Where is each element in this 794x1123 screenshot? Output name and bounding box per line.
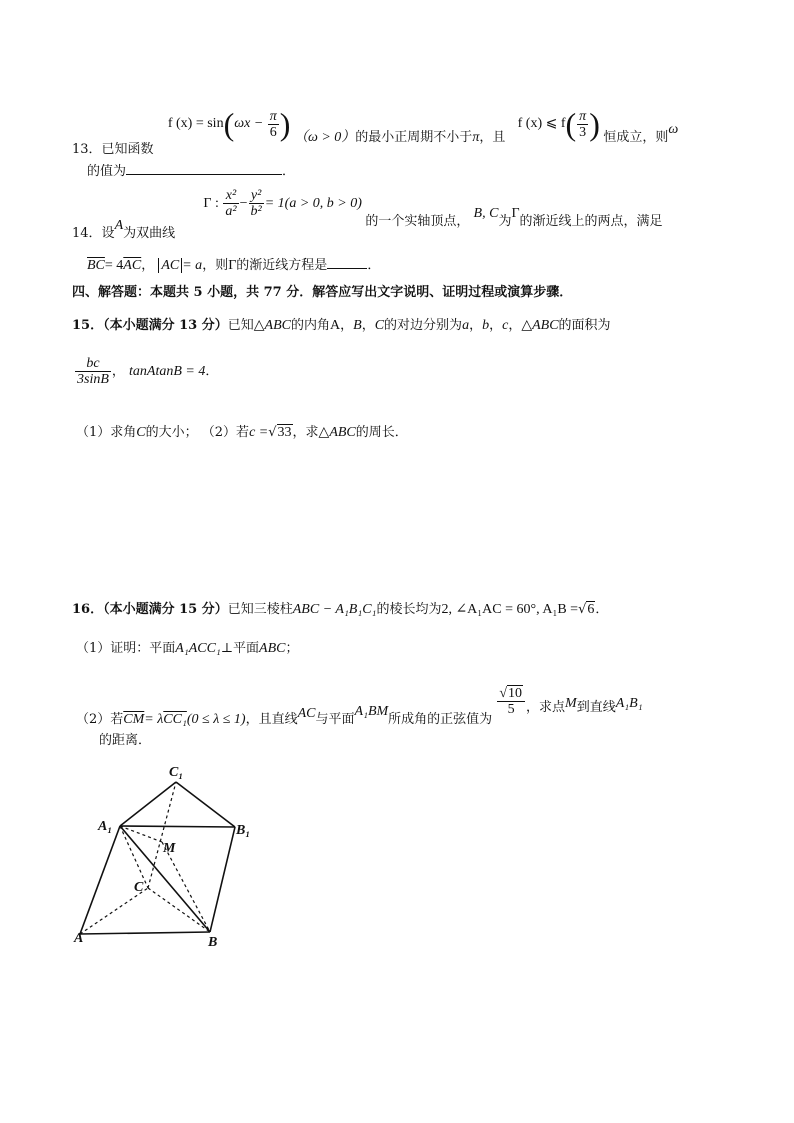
q15-line1: 15．（本小题满分 13 分）已知△ABC的内角A，B，C的对边分别为a，b，c，△ABC的面积为	[72, 318, 611, 333]
prism-figure	[70, 760, 270, 950]
edge-B-B1	[210, 827, 235, 932]
q16-line1: 16．（本小题满分 15 分）已知三棱柱ABC − A₁B₁C₁的棱长均为2, ∠A₁AC = 60°, A₁B =√6．	[72, 602, 609, 617]
q13-text-mid: 的最小正周期不小于	[355, 130, 473, 146]
label-M: M	[163, 841, 176, 856]
q15-line2: $\frac{bc}{3\sin B}$ ， tanAtanB = 4．	[77, 356, 219, 387]
label-A: A	[74, 931, 84, 946]
q14-line2: $\overline{BC}= 4\overline{AC}$， AC = a，则Γ的渐近线方程是 ．	[87, 258, 381, 273]
edge-C-C1	[148, 782, 176, 888]
q13-lead: 已知函数	[101, 142, 154, 158]
q14-line1: 14．设A为双曲线 Γ : $\frac{\text{x²}}{\text{a²}}$ − $\frac{\text{y²}}{\text{b²}}$ = 1(a > 0, b > 0) 的一个实轴顶点， B, C为Γ的渐近线上的两点，满足	[72, 188, 663, 241]
q13-omega-condition: （ω > 0）	[293, 130, 356, 146]
q16-sine-fraction: $\frac{√10}{5}$	[497, 686, 525, 717]
section4-heading: 四、解答题：本题共 5 小题，共 77 分．解答应写出文字说明、证明过程或演算步骤．	[72, 285, 573, 300]
edge-C1-B1	[176, 782, 235, 827]
label-C1: C₁	[169, 765, 184, 780]
q16-part1: （1）证明：平面A₁ACC₁⊥平面ABC；	[76, 641, 299, 656]
edge-A1-B1	[120, 826, 235, 827]
q13-line1: 13．已知函数 f (x) = sin(ωx − $\frac{\pi}{6}$ ) （ω > 0）的最小正周期不小于π，且 f (x) ⩽ f( $\frac{\pi}{3}$ ) 恒成立，则ω	[72, 106, 679, 158]
label-B: B	[208, 935, 218, 950]
label-B1: B₁	[236, 823, 251, 838]
edge-A-A1	[80, 826, 120, 934]
label-A1: A₁	[98, 819, 113, 834]
q14-answer-blank[interactable]	[327, 256, 367, 269]
label-C: C	[134, 880, 144, 895]
q13-inequality: f (x) ⩽ f( $\frac{\pi}{3}$ )	[517, 106, 600, 142]
q16-part2-line2: 的距离．	[99, 733, 152, 748]
edge-A1-C1	[120, 782, 176, 826]
q15-area-fraction: $\frac{bc}{3\sin B}$	[77, 356, 109, 387]
q13-line2: 的值为 ．	[87, 164, 296, 179]
q15-parts: （1）求角C的大小； （2）若c =√33，求△ABC的周长．	[76, 425, 408, 440]
q16-part2-line1: （2）若$\overline{CM}= \lambda CC_1(0 \le \lambda \le 1)$，且直线AC与平面A₁BM所成角的正弦值为 $\frac{√10}{5}$ ，求点M到直线A₁B₁	[76, 686, 643, 727]
q14-hyperbola-eq: Γ : $\frac{\text{x²}}{\text{a²}}$ − $\frac{\text{y²}}{\text{b²}}$ = 1(a > 0, b > 0)	[203, 188, 362, 219]
edge-A-B	[80, 932, 210, 934]
q13-function-def: f (x) = sin(ωx − $\frac{\pi}{6}$ )	[167, 106, 291, 142]
q13-answer-blank[interactable]	[126, 162, 282, 175]
q13-number: 13．	[72, 142, 102, 158]
